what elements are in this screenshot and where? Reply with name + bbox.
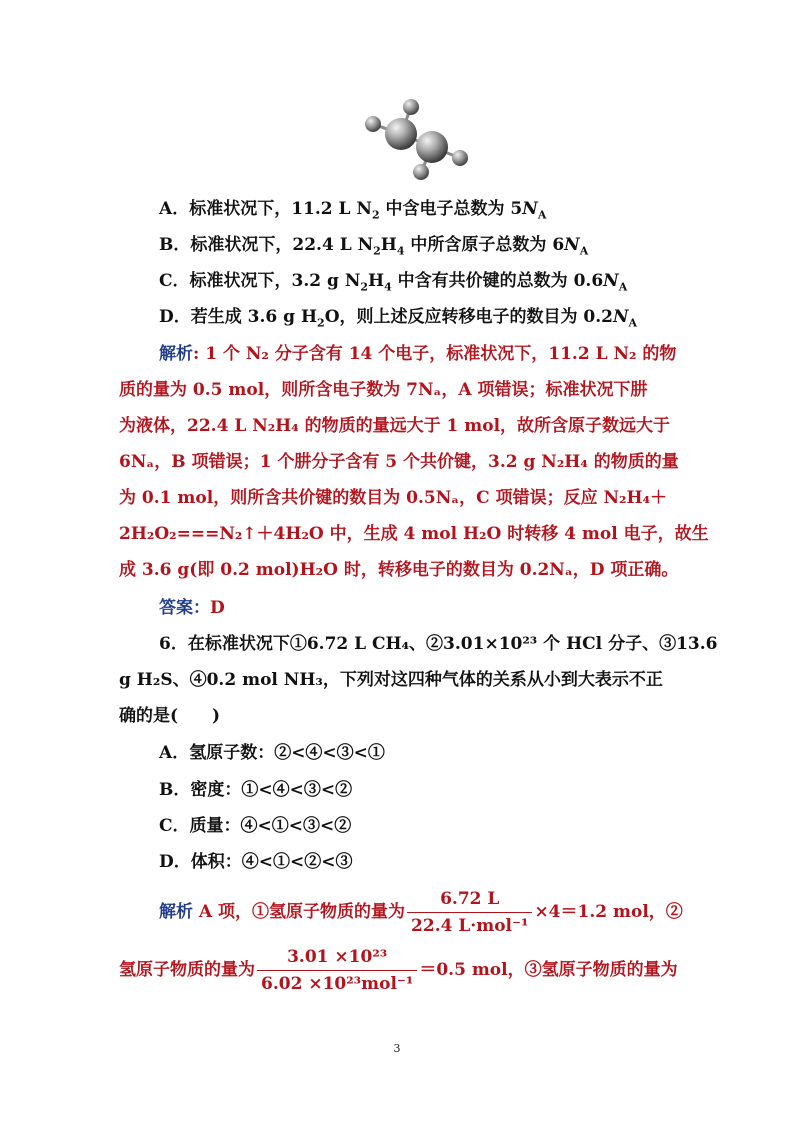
option-b-q6: B．密度：①<④<③<② — [159, 780, 353, 800]
option-c-q5: C．标准状况下，3.2 g $N_2H_4$ 中含有共价键的总数为 $0.6N_A$ — [159, 271, 628, 294]
option-d-q6: D．体积：④<①<②<③ — [159, 852, 353, 872]
molecule-image — [355, 90, 485, 185]
analysis-q5-line-7: 成 3.6 g(即 0.2 mol)H₂O 时，转移电子的数目为 0.2Nₐ，D 项正确。 — [119, 560, 679, 580]
fraction-1: $\frac{6.72 L}{\text{22.4 L·mol⁻¹}}$ — [407, 888, 532, 937]
analysis-label: 解析 — [159, 344, 193, 364]
analysis-q5-line-1: 解析: 1 个 N₂ 分子含有 14 个电子，标准状况下，11.2 L N₂ 的物 — [159, 344, 677, 364]
analysis-q6-line-2: 氢原子物质的量为 $\frac{\text{3.01 ×10²³}}{\text{6.02 ×10²³mol⁻¹}}$ ＝0.5 mol，③氢原子物质的量为 — [119, 947, 678, 994]
analysis-q5-line-2: 质的量为 0.5 mol，则所含电子数为 7Nₐ，A 项错误；标准状况下肼 — [119, 380, 648, 400]
question-6-line-1: 6．在标准状况下①6.72 L CH₄、②3.01×10²³ 个 HCl 分子、③13.6 — [159, 634, 718, 654]
page-number: 3 — [393, 1042, 401, 1055]
analysis-q6-line-1: 解析 A 项，①氢原子物质的量为 $\frac{6.72 L}{\text{22.4 L·mol⁻¹}}$ ×4＝1.2 mol，② — [159, 889, 683, 936]
analysis-q5-line-6: 2H₂O₂===N₂↑＋4H₂O 中，生成 4 mol H₂O 时转移 4 mol 电子，故生 — [119, 524, 709, 544]
option-a-q6: A．氢原子数：②<④<③<① — [159, 743, 385, 763]
analysis-q5-line-5: 为 0.1 mol，则所含共价键的数目为 0.5Nₐ，C 项错误；反应 N₂H₄＋ — [119, 488, 668, 508]
fraction-2: $\frac{\text{3.01 ×10²³}}{\text{6.02 ×10²³mol⁻¹}}$ — [257, 946, 417, 995]
option-b-q5: B．标准状况下，22.4 L $N_2H_4$ 中所含原子总数为 $6N_A$ — [159, 235, 589, 258]
question-6-line-3: 确的是( ) — [119, 706, 221, 726]
answer-q5: 答案：D — [159, 598, 225, 618]
option-c-q6: C．质量：④<①<③<② — [159, 816, 352, 836]
analysis-q5-line-4: 6Nₐ，B 项错误；1 个肼分子含有 5 个共价键，3.2 g N₂H₄ 的物质的量 — [119, 452, 679, 472]
question-6-line-2: g H₂S、④0.2 mol NH₃，下列对这四种气体的关系从小到大表示不正 — [119, 670, 663, 690]
option-a-q5: A．标准状况下，11.2 L $N_2$ 中含电子总数为 $5N_A$ — [159, 199, 547, 222]
analysis-q5-line-3: 为液体，22.4 L N₂H₄ 的物质的量远大于 1 mol，故所含原子数远大于 — [119, 416, 671, 436]
option-d-q5: D．若生成 3.6 g $H_2O$，则上述反应转移电子的数目为 $0.2N_A$ — [159, 307, 638, 330]
